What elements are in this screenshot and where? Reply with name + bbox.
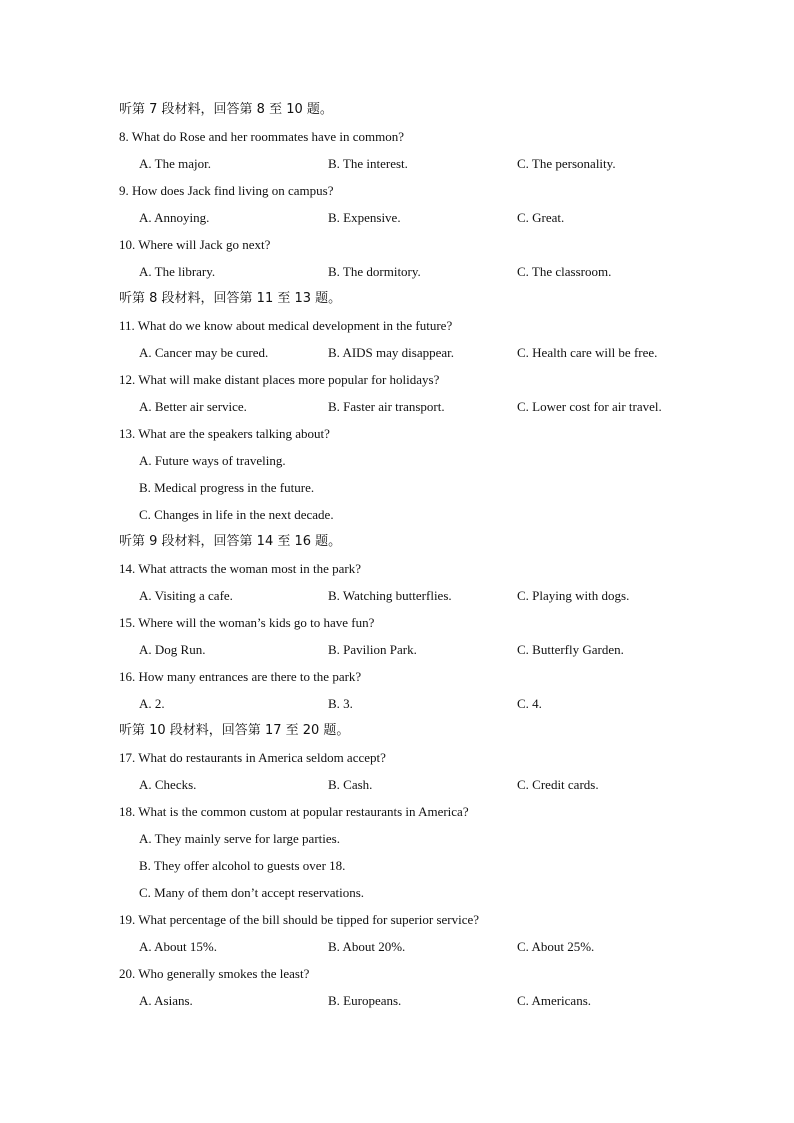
option-c: C. Health care will be free. xyxy=(517,345,658,360)
question-text: 9. How does Jack find living on campus? xyxy=(119,183,334,198)
option-a: A. Visiting a cafe. xyxy=(139,588,233,603)
options-row xyxy=(119,991,719,1018)
option-b: B. Medical progress in the future. xyxy=(139,480,315,495)
option-c: C. Many of them don’t accept reservations. xyxy=(139,885,365,900)
options-row xyxy=(119,640,719,667)
option-a: A. Asians. xyxy=(139,993,193,1008)
question-text: 16. How many entrances are there to the park? xyxy=(119,669,362,684)
options-row xyxy=(119,586,719,613)
option-b: B. They offer alcohol to guests over 18. xyxy=(139,858,346,873)
option-b: B. Watching butterflies. xyxy=(328,588,452,603)
section-heading: 听第 9 段材料，回答第 14 至 16 题。 xyxy=(119,534,342,549)
option-b: B. Faster air transport. xyxy=(328,399,445,414)
question-text: 10. Where will Jack go next? xyxy=(119,237,271,252)
option-c: C. Credit cards. xyxy=(517,777,599,792)
section-heading: 听第 7 段材料，回答第 8 至 10 题。 xyxy=(119,102,333,117)
option-c: C. Butterfly Garden. xyxy=(517,642,624,657)
option-b: B. The interest. xyxy=(328,156,408,171)
option-a: A. Better air service. xyxy=(139,399,247,414)
question-text: 11. What do we know about medical development in the future? xyxy=(119,318,453,333)
option-c: C. The personality. xyxy=(517,156,616,171)
options-row xyxy=(119,937,719,964)
option-a: A. Annoying. xyxy=(139,210,210,225)
question-text: 18. What is the common custom at popular restaurants in America? xyxy=(119,804,469,819)
question-text: 8. What do Rose and her roommates have in common? xyxy=(119,129,404,144)
options-row xyxy=(119,208,719,235)
option-a: A. Dog Run. xyxy=(139,642,206,657)
option-c: C. About 25%. xyxy=(517,939,595,954)
option-a: A. About 15%. xyxy=(139,939,217,954)
option-b: B. Pavilion Park. xyxy=(328,642,417,657)
option-a: A. The library. xyxy=(139,264,216,279)
section-heading: 听第 10 段材料，回答第 17 至 20 题。 xyxy=(119,723,350,738)
option-a: A. They mainly serve for large parties. xyxy=(139,831,340,846)
option-b: B. 3. xyxy=(328,696,353,711)
listening-questions xyxy=(119,100,719,1018)
options-row xyxy=(119,775,719,802)
question-text: 17. What do restaurants in America seldom accept? xyxy=(119,750,386,765)
question-text: 20. Who generally smokes the least? xyxy=(119,966,310,981)
option-c: C. The classroom. xyxy=(517,264,612,279)
question-text: 12. What will make distant places more popular for holidays? xyxy=(119,372,440,387)
option-b: B. Expensive. xyxy=(328,210,401,225)
option-c: C. Playing with dogs. xyxy=(517,588,630,603)
question-text: 15. Where will the woman’s kids go to have fun? xyxy=(119,615,375,630)
option-a: A. Future ways of traveling. xyxy=(139,453,286,468)
options-row xyxy=(119,154,719,181)
option-b: B. Cash. xyxy=(328,777,373,792)
option-c: C. Americans. xyxy=(517,993,592,1008)
question-text: 13. What are the speakers talking about? xyxy=(119,426,330,441)
section-heading: 听第 8 段材料，回答第 11 至 13 题。 xyxy=(119,291,342,306)
option-b: B. AIDS may disappear. xyxy=(328,345,455,360)
question-text: 19. What percentage of the bill should be tipped for superior service? xyxy=(119,912,480,927)
option-c: C. Great. xyxy=(517,210,565,225)
option-a: A. Cancer may be cured. xyxy=(139,345,269,360)
options-row xyxy=(119,343,719,370)
option-c: C. 4. xyxy=(517,696,542,711)
options-row xyxy=(119,262,719,289)
option-b: B. Europeans. xyxy=(328,993,402,1008)
option-b: B. The dormitory. xyxy=(328,264,421,279)
option-a: A. The major. xyxy=(139,156,211,171)
options-row xyxy=(119,694,719,721)
option-a: A. Checks. xyxy=(139,777,197,792)
option-c: C. Lower cost for air travel. xyxy=(517,399,662,414)
question-text: 14. What attracts the woman most in the park? xyxy=(119,561,361,576)
option-c: C. Changes in life in the next decade. xyxy=(139,507,334,522)
option-b: B. About 20%. xyxy=(328,939,406,954)
options-row xyxy=(119,397,719,424)
option-a: A. 2. xyxy=(139,696,165,711)
